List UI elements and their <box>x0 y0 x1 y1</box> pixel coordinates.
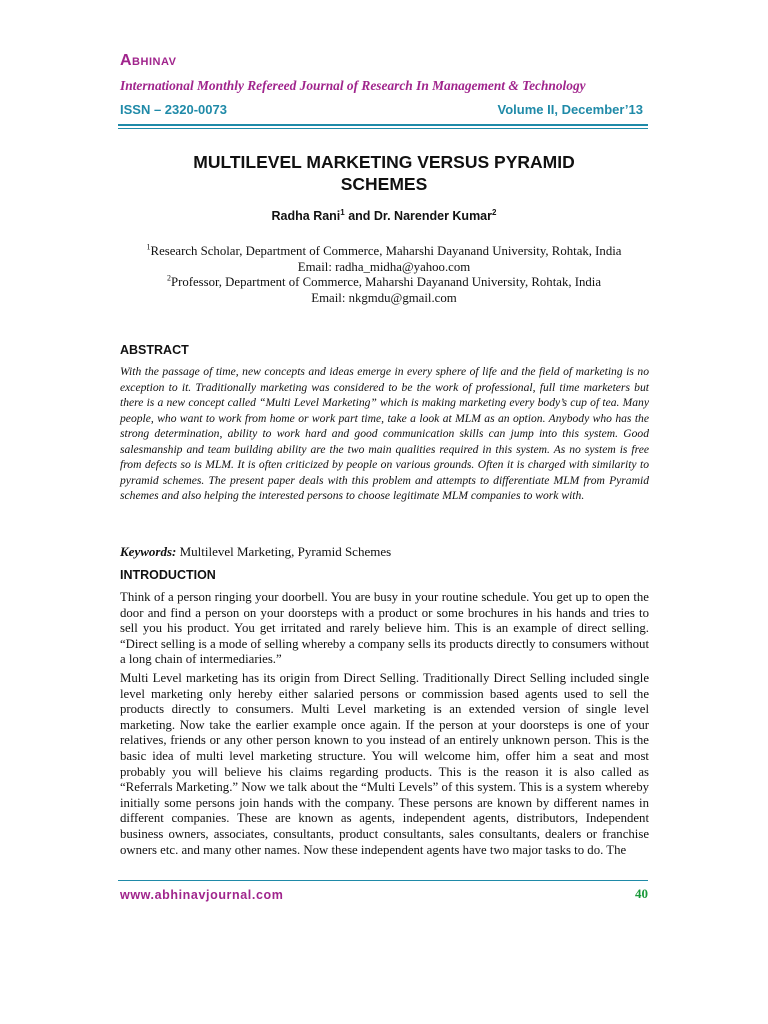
author-1: Radha Rani <box>271 209 341 223</box>
intro-paragraph-2: Multi Level marketing has its origin from Direct Selling. Traditionally Direct Selling included single level marketing only hereby either salaried persons or commission based agents used to sell the products directly to consumers. Multi Level marketing is an extended version of single level marketing. Now take the earlier example once again. If the person at your doorsteps is one of your relatives, friends or any other person known to you instead of an entirely unknown person. This is the basic idea of multi level marketing structure. You will welcome him, offer him a seat and most probably you will believe his claims regarding products. This is the reason it is also called as “Referrals Marketing.” Now we talk about the “Multi Levels” of this system. This is a system whereby initially some persons join hands with the company. These persons are known by different names in different companies. These are known as agents, independent agents, distributors, Independent business owners, associates, consultants, product consultants, sales consultants, dealers or franchise owners etc. and many other names. Now these independent agents have two major tasks to do. The <box>120 671 649 857</box>
footer-url[interactable]: www.abhinavjournal.com <box>120 888 284 902</box>
keywords-text: Multilevel Marketing, Pyramid Schemes <box>176 544 392 559</box>
affiliation-1-email: Email: radha_midha@yahoo.com <box>297 259 471 274</box>
abstract-text: With the passage of time, new concepts and ideas emerge in every sphere of life and the field of marketing is no exception to it. Traditionally marketing was considered to be the work of professional, full time marketers but there is a new concept called “Multi Level Marketing” which is making marketing every body’s cup of tea. Many people, who want to work from home or work part time, take a look at MLM as an option. Anybody who has the strong determination, ability to work hard and good communication skills can jump into this system. Good salesmanship and team building ability are the two main qualities required in this system. As no system is free from defects so is MLM. It is often criticized by people on various grounds. Often it is charged with similarity to pyramid schemes. The present paper deals with this problem and attempts to differentiate MLM from Pyramid schemes and also helping the interested persons to choose legitimate MLM companies to work with. <box>120 365 649 502</box>
affiliation-2: $^2$Professor, Department of Commerce, Maharshi Dayanand University, Rohtak, India <box>166 273 602 289</box>
author-and: and <box>344 209 374 223</box>
footer-divider <box>118 880 648 881</box>
author-1-sup: 1 <box>340 207 345 217</box>
keywords <box>120 544 391 560</box>
intro-paragraph-1: Think of a person ringing your doorbell. You are busy in your routine schedule. You get up to open the door and find a person on your doorsteps with a product or some brochures in his hands and tries to sell you his product. You get irritated and rarely believe him. This is an example of direct selling. “Direct selling is a mode of selling whereby a company sells its products directly to consumers without a long chain of intermediaries.” <box>120 590 649 667</box>
affiliation-2-email: Email: nkgmdu@gmail.com <box>311 290 457 305</box>
author-2-sup: 2 <box>492 207 497 217</box>
page-number: 40 <box>635 886 648 901</box>
journal-subtitle: International Monthly Refereed Journal of Research In Management & Technology <box>120 78 586 93</box>
title-line-2: SCHEMES <box>340 174 428 194</box>
paper-title <box>118 151 650 195</box>
issn: ISSN – 2320-0073 <box>120 102 227 117</box>
affiliation-1: $^1$Research Scholar, Department of Commerce, Maharshi Dayanand University, Rohtak, India <box>146 242 622 258</box>
header-divider-thin <box>118 128 648 129</box>
journal-name: Abhinav <box>120 52 177 69</box>
authors <box>118 209 650 223</box>
keywords-label: Keywords: <box>120 544 177 559</box>
author-2: Dr. Narender Kumar <box>373 209 493 223</box>
abstract-heading: ABSTRACT <box>120 343 189 357</box>
affiliations <box>118 244 650 306</box>
introduction-heading: INTRODUCTION <box>120 568 216 582</box>
header-divider <box>118 124 648 126</box>
title-line-1: MULTILEVEL MARKETING VERSUS PYRAMID <box>193 152 575 172</box>
volume: Volume II, December’13 <box>497 102 643 117</box>
